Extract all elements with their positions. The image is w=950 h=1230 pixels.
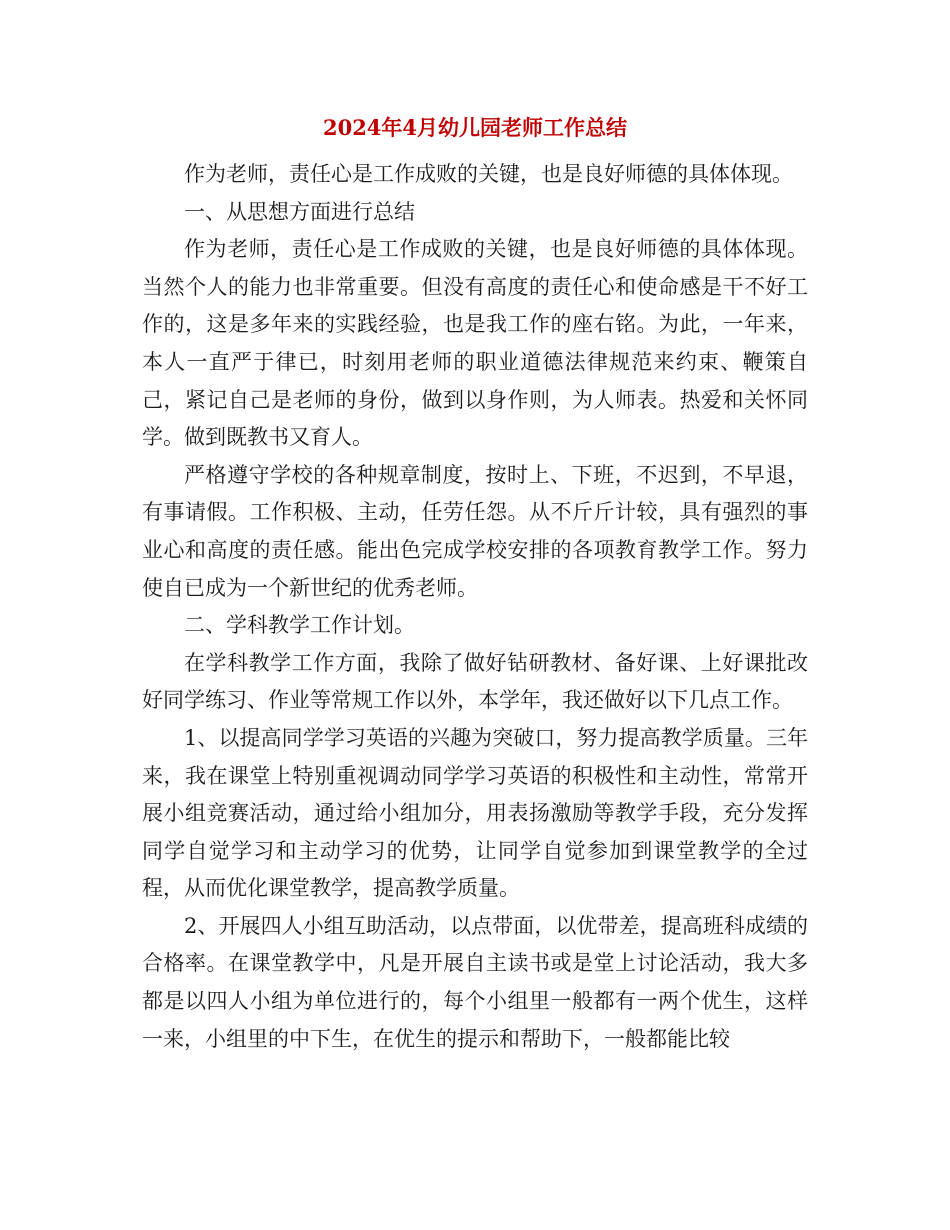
paragraph-teaching: 在学科教学工作方面，我除了做好钻研教材、备好课、上好课批改好同学练习、作业等常规工作以外，本学年，我还做好以下几点工作。 [142, 650, 808, 713]
paragraph-rules: 严格遵守学校的各种规章制度，按时上、下班，不迟到，不早退，有事请假。工作积极、主动，任劳任怨。从不斤斤计较，具有强烈的事业心和高度的责任感。能出色完成学校安排的各项教育教学工作。努力使自已成为一个新世纪的优秀老师。 [142, 462, 808, 600]
paragraph-responsibility: 作为老师，责任心是工作成败的关键，也是良好师德的具体体现。当然个人的能力也非常重要。但没有高度的责任心和使命感是干不好工作的，这是多年来的实践经验，也是我工作的座右铭。为此，一年来，本人一直严于律已，时刻用老师的职业道德法律规范来约束、鞭策自己，紧记自己是老师的身份，做到以身作则，为人师表。热爱和关怀同学。做到既教书又育人。 [142, 237, 808, 450]
paragraph-intro: 作为老师，责任心是工作成败的关键，也是良好师德的具体体现。 [184, 162, 793, 186]
paragraph-point-1: 1、以提高同学学习英语的兴趣为突破口，努力提高教学质量。三年来，我在课堂上特别重视调动同学学习英语的积极性和主动性，常常开展小组竞赛活动，通过给小组加分，用表扬激励等教学手段，充分发挥同学自觉学习和主动学习的优势，让同学自觉参加到课堂教学的全过程，从而优化课堂教学，提高教学质量。 [142, 725, 808, 901]
section-heading-2: 二、学科教学工作计划。 [184, 613, 415, 638]
document-body [142, 156, 808, 1058]
section-heading-1: 一、从思想方面进行总结 [184, 199, 415, 224]
paragraph-point-2: 2、开展四人小组互助活动，以点带面，以优带差，提高班科成绩的合格率。在课堂教学中，凡是开展自主读书或是堂上讨论活动，我大多都是以四人小组为单位进行的，每个小组里一般都有一两个优生，这样一来，小组里的中下生，在优生的提示和帮助下，一般都能比较 [142, 913, 808, 1051]
document-title: 2024年4月幼儿园老师工作总结 [322, 115, 628, 140]
